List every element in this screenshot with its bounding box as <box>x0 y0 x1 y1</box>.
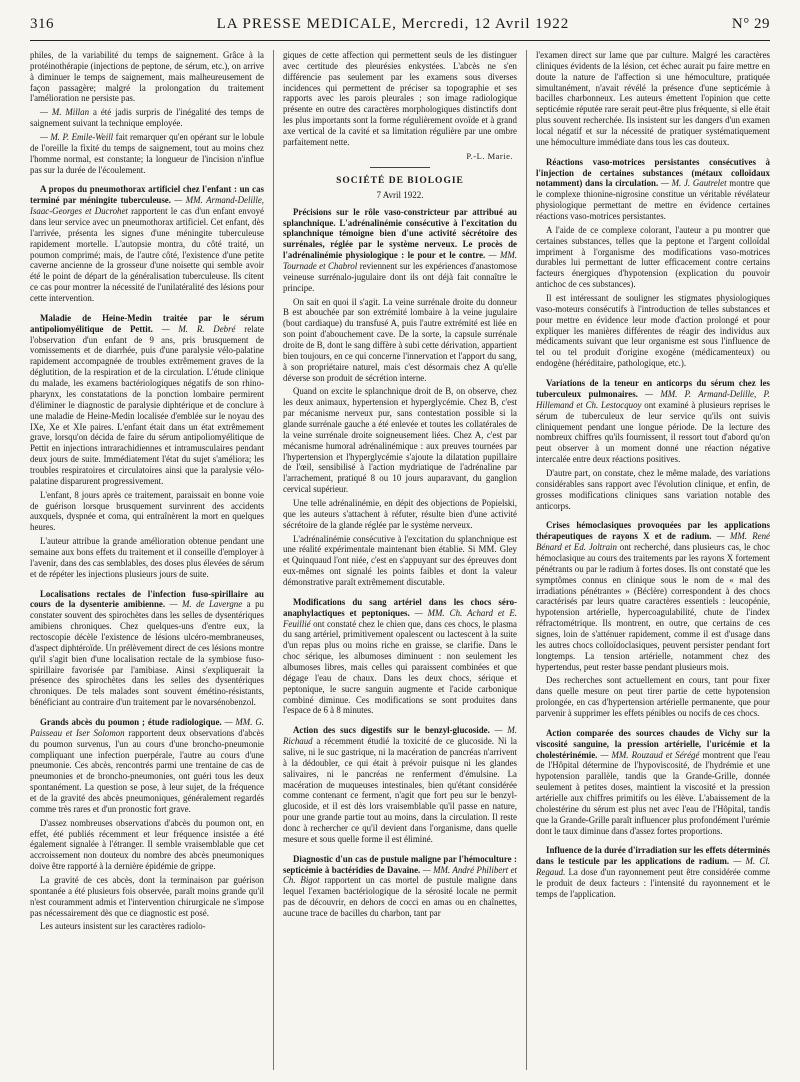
article-text: rapportent un cas mortel de pustule maligne dans lequel l'examen bactériologique de la sérosité locale ne permit pas de découvrir, en dehors de cocci en amas ou en chaînettes, aucune trace de bacilles du charbon, tant par <box>283 875 517 919</box>
paragraph: L'auteur attribue la grande amélioration obtenue pendant une semaine aux bons effets du traitement et il conseille d'employer à l'avenir, dans des cas semblables, des doses plus élevées de sérum et de répéter les injections plusieurs jours de suite. <box>30 536 264 579</box>
article-text: relate l'observation d'un enfant de 9 ans, pris brusquement de vomissements et de diarrhée, puis d'une paralysie vélo-palatine rapidement accompagnée de troubles extrêmement graves de la déglutition, de la respiration et de la circulation. L'étude clinique du malade, les examens bactériologiques négatifs de son rhino-pharynx, les constatations de la ponction lombaire permirent d'éliminer le diagnostic de paralysie diphtérique et de conclure à une maladie de Heine-Medin localisée d'emblée sur le noyau des IXe, Xe et XIe paires. L'enfant était dans un état extrêmement grave, lorsqu'on décida de faire du sérum antipoliomyélitique de Pettit en injections intrarachidiennes et intramusculaires pendant deux jours de suite. Immédiatement l'état du sujet s'améliora; les troubles respiratoires et circulatoires ainsi que la paralysie vélo-palatine disparurent progressivement. <box>30 323 264 486</box>
journal-title: LA PRESSE MEDICALE, Mercredi, 12 Avril 1922 <box>216 16 570 32</box>
column-divider <box>273 50 274 1070</box>
article-text: rapportent deux observations d'abcès du poumon survenus, l'un au cours d'une broncho-pneumonie compliquant une infection puerpérale, l'autre au cours d'une pneumonie. Ces abcès, rencontrés parmi une trentaine de cas de pneumonies et de broncho-pneumonies, ont guéri tous les deux spontanément. La question se pose, à leur sujet, de la fréquence et de la gravité des abcès pneumoniques, généralement regardés comme très rares et d'un pronostic fort grave. <box>30 727 264 814</box>
authors: — MM. Armand-Delille, Isaac-Georges et Ducrohet <box>30 195 264 217</box>
section-date: 7 Avril 1922. <box>376 189 424 200</box>
column-2 <box>283 50 517 1074</box>
paragraph: Une telle adrénalinémie, en dépit des objections de Popielski, que les auteurs s'attachent à réfuter, résulte bien d'une activité sécrétoire de la glande réglée par le système nerveux. <box>283 497 517 530</box>
paragraph: D'autre part, on constate, chez le même malade, des variations considérables sans rapport avec l'évolution clinique, et enfin, de grosses modifications cliniques sans variation notable des anticorps. <box>536 467 770 511</box>
authors: — MM. René Bénard et Ed. Joltrain <box>536 531 770 553</box>
paragraph-text: a été jadis surpris de l'inégalité des temps de saignement suivant la technique employée. <box>30 107 264 129</box>
paragraph: Quand on excite le splanchnique droit de B, on observe, chez les deux animaux, hypertension et hyperglycémie. Chez B, c'est par mécanisme nerveux pur, sans contestation possible si la glande surrénale gauche a été enlevée et toutes les collatérales de la veine surrénale droite soigneusement liées. Chez A, c'est par mécanisme humoral adrénalinémique : aux preuves tournées par l'hypertension et l'hyperglycémie s'ajoute la dilatation pupillaire de l'œil, sensibilisé à l'action mydriatique de l'adrénaline par l'arrachement, pratiqué 8 ou 10 jours auparavant, du ganglion cervical supérieur. <box>283 386 517 495</box>
article-text: La dose d'un rayonnement peut être considérée comme le produit de deux facteurs : l'intensité du rayonnement et le temps de l'application. <box>536 867 770 899</box>
article <box>30 313 264 487</box>
article-title: Modifications du sang artériel dans les chocs séro-anaphylactiques et peptoniques. <box>283 596 517 618</box>
paragraph: A l'aide de ce complexe colorant, l'auteur a pu montrer que certaines substances, telles que la peptone et l'argent colloïdal impriment à l'organisme des modifications vaso-motrices durables lui permettant de lutter efficacement contre certains facteurs énergiques d'hypotension (explication du pouvoir antichoc de ces substances). <box>536 224 770 290</box>
article-text: montre que le complexe thionine-nigrosine constitue un véritable révélateur physiologique permettant de mettre en évidence certaines réactions vaso-motrices persistantes. <box>536 178 770 222</box>
column-1 <box>30 50 264 1074</box>
column-3 <box>536 50 770 1074</box>
paragraph: philes, de la variabilité du temps de saignement. Grâce à la protéinothérapie (injections de peptone, de sérum, etc.), on arrive à diminuer le temps de saignement, mais malheureusement de façon passagère; malgré la prolongation du traitement l'amélioration ne persiste pas. <box>30 50 264 104</box>
article <box>536 520 770 672</box>
article <box>536 378 770 465</box>
authors: — M. J. Gautrelet <box>658 178 727 189</box>
authors: — M. Richaud <box>283 725 517 747</box>
paragraph: On sait en quoi il s'agit. La veine surrénale droite du donneur B est abouchée par son extrémité lombaire à la veine jugulaire (bout cardiaque) du transfusé A, puis l'autre extrémité est liée en son point d'abouchement cave. De la sorte, la capsule surrénale droite de B, dont le sang diffère à subi cette dérivation, appartient bien toujours, en ce qui concerne l'innervation et l'apport du sang, à son propriétaire naturel, mais c'est désormais chez A qu'elle déverse son produit de sécrétion interne. <box>283 296 517 383</box>
article-title: Précisions sur le rôle vaso-constricteur par attribué au splanchnique. L'adrénalinémie consécutive à l'excitation du splanchnique témoigne bien d'une activité sécrétoire des surrénales, réglée par le système nerveux. Le procès de l'adrénalinémie physiologique : le pour et le contre. <box>283 206 517 261</box>
article-text: montrent que l'eau de l'Hôpital détermine de l'hypoviscosité, de l'hydrémie et une hypotension parallèle, tandis que la Grande-Grille, donnée seulement à petites doses, maintient la viscosité et la pression artérielle aux chiffres primitifs ou les élève. L'abaissement de la cholestérine du sérum est plus net avec l'eau de l'Hôpital, tandis que la Grande-Grille paraît influencer plus profondément l'urémie dont le taux diminue dans d'assez fortes proportions. <box>536 749 770 836</box>
authors: — M. de Lavergne <box>165 599 243 610</box>
article-title: Influence de la durée d'irradiation sur les effets déterminés dans le testicule par les applications de radium. <box>536 845 770 867</box>
article <box>30 184 264 303</box>
article <box>536 845 770 899</box>
paragraph: giques de cette affection qui permettent seuls de les distinguer avec certitude des pleurésies enkystées. L'abcès ne s'en différencie pas seulement par les examens sous diverses incidences qui permettent de préciser sa topographie et ses rapports avec les parois pleurales ; son image radiologique présente en outre des caractères morphologiques distinctifs dont les plus importants sont la forme régulièrement ovoïde et à grand axe vertical de la cavité et sa limitation régulière par une ombre parfaitement nette. <box>283 50 517 147</box>
article-title: Crises hémoclasiques provoquées par les applications thérapeutiques de rayons X et de radium. <box>536 520 770 542</box>
paragraph: L'adrénalinémie consécutive à l'excitation du splanchnique est une réalité expérimentale maintenant bien établie. Si MM. Gley et Quinquaud l'ont niée, c'est en s'appuyant sur des épreuves dont eux-mêmes ont signalé les points faibles et dont la valeur démonstrative paraît extrêmement discutable. <box>283 533 517 587</box>
running-header <box>30 16 770 38</box>
authors: — M. R. Debré <box>152 323 236 334</box>
article-text: ont constaté chez le chien que, dans ces chocs, le plasma du sang artériel, primitivement opalescent ou lactescent à la suite d'un repas plus ou moins riche en graisse, se clarifie. Dans le choc sérique, les albumoses diminuent : non seulement les albumoses libres, mais celles qui paraissent combinées et que dégage l'eau de chaux. Dans les deux chocs, sérique et peptonique, le sucre sanguin augmente et l'acide carbonique combiné diminue. Ces modifications se sont produites dans l'espace de 6 à 8 minutes. <box>283 618 517 716</box>
article <box>30 717 264 815</box>
authors: — MM. Ch. Achard et E. Feuillié <box>283 607 517 629</box>
article-text: rapportent le cas d'un enfant envoyé dans leur service avec un pneumothorax artificiel. Cet enfant, dès l'arrivée, présenta les signes d'une méningite tuberculeuse rapidement mortelle. L'autopsie montra, du côté traité, un poumon comprimé; mais, de l'autre côté, l'existence d'une petite caverne ancienne de la grosseur d'une noisette qui semble avoir été le point de départ de la généralisation tuberculeuse. Ils citent ce cas pour montrer la nécessité de l'unilatéralité des lésions pour cette intervention. <box>30 206 264 304</box>
article-text: a pu constater souvent des spirochètes dans les selles de dysentériques amibiens chroniques. Chez quelques-uns d'entre eux, la rectoscopie décèle l'existence de lésions ulcéro-membraneuses, d'aspect diphtéroïde. Un prélèvement direct de ces lésions montre qu'il s'agit bien d'une localisation rectale de la symbiose fuso-spirillaire favorisée par l'amibiase. Ainsi s'expliquerait la présence des spirochètes dans les selles des dysentériques chroniques. De tels malades sont souvent émétino-résistants, bénéficiant au contraire d'un traitement par le novarsénobenzol. <box>30 599 264 708</box>
article-title: A propos du pneumothorax artificiel chez l'enfant : un cas terminé par méningite tuberculeuse. <box>30 184 264 206</box>
section-heading: SOCIÉTÉ DE BIOLOGIE <box>336 176 464 187</box>
page-number: 316 <box>30 16 54 32</box>
article-title: Réactions vaso-motrices persistantes consécutives à l'injection de certaines substances (métaux colloïdaux notamment) dans la circulation. <box>536 156 770 189</box>
paragraph: D'assez nombreuses observations d'abcès du poumon ont, en effet, été publiés récemment et leur fréquence insistée a été également signalée à l'étranger. Il semble vraisemblable que cet accroissement non douteux du nombre des abcès pneumoniques doive être rapporté à la dernière épidémie de grippe. <box>30 817 264 872</box>
article <box>283 207 517 294</box>
article-text: ont examiné à plusieurs reprises le sérum de tuberculeux de leur service qu'ils ont suivis cliniquement pendant une longue période. De la lecture des nombreux chiffres qu'ils fournissent, il ressort tout d'abord qu'on peut observer à un moment donné une réaction négative intercalée entre deux réactions positives. <box>536 399 770 465</box>
paragraph <box>30 107 264 129</box>
section-rule <box>370 167 430 168</box>
paragraph: L'enfant, 8 jours après ce traitement, paraissait en bonne voie de guérison lorsque brusquement survinrent des accidents auxquels, dyspnée et coma, qui entraînèrent la mort en quelques heures. <box>30 489 264 533</box>
paragraph-text: fait remarquer qu'en opérant sur le lobule de l'oreille la fixité du temps de saignement, tout au moins chez l'homme normal, est constante; la longueur de l'incision n'influe pas sur la durée de l'écoulement. <box>30 132 264 175</box>
paragraph: Les auteurs insistent sur les caractères radiolo- <box>40 921 206 932</box>
paragraph: La gravité de ces abcès, dont la terminaison par guérison spontanée a été plusieurs fois observée, paraît moins grande qu'il n'est couramment admis et l'intervention chirurgicale ne s'impose pas nécessairement dès que ce diagnostic est posé. <box>30 875 264 918</box>
article <box>283 725 517 844</box>
article-title: Action des sucs digestifs sur le benzyl-glucoside. <box>293 725 490 736</box>
article-title: Localisations rectales de l'infection fuso-spirillaire au cours de la dysenterie amibienne. <box>30 588 264 610</box>
paragraph: l'examen direct sur lame que par culture. Malgré les caractères cliniques évidents de la lésion, cet échec aurait pu faire mettre en doute la nature de l'affection si une hémoculture, pratiquée simultanément, n'avait révélé la présence d'une septicémie à bacilles charbonneux. Les auteurs émettent l'opinion que cette septicémie réputée rare serait peut-être plus fréquente, si elle était plus souvent recherchée. Ils insistent sur les dangers d'un examen local négatif et sur la nécessité de pratiquer systématiquement une hémoculture immédiate dans tous les cas douteux. <box>536 50 770 147</box>
authors: — MM. Tournade et Chabrol <box>283 250 517 271</box>
issue-number: N° 29 <box>731 16 770 32</box>
article <box>536 728 770 837</box>
paragraph: Il est intéressant de souligner les stigmates physiologiques vaso-moteurs consécutifs à l'introduction de telles substances et pour mettre en évidence leur mode d'action prolongé et pour expliquer les manières différentes de réagir des individus aux médicaments suivant que leur organisme est sous l'influence de tel ou tel produit d'origine exogène (médicamenteux) ou endogène (héréditaire, pathologique, etc.). <box>536 293 770 369</box>
article-text: reviennent sur les expériences d'anastomose veineuse surrénalo-jugulaire dont ils ont déjà fait connaître le principe. <box>283 260 517 293</box>
authors: — M. Cl. Regaud. <box>536 856 770 878</box>
article <box>283 854 517 919</box>
article-text: ont recherché, dans plusieurs cas, le choc hémoclasique au cours des traitements par les rayons X fortement pénétrants ou par le radium à fortes doses. Ils ont constaté que les symptômes connus en clinique sous le nom de « mal des irradiations pénétrantes » (Béclère) correspondent à des chocs caractérisés par leurs quatre caractères essentiels : leucopénie, hypotension artérielle, hypercoagulabilité, chute de l'index réfractométrique. Ils montrent, en outre, que certains de ces signes, loin de s'atténuer rapidement, comme il est d'usage dans les autres chocs colloïdoclasiques, peuvent persister pendant fort longtemps. La tension artérielle, notamment chez des hypertendus, peut rester basse pendant plusieurs mois. <box>536 542 770 672</box>
authors: — MM. G. Paisseau et Iser Solomon <box>30 716 264 738</box>
article-title: Grands abcès du poumon ; étude radiologique. <box>40 716 222 727</box>
paragraph <box>30 132 264 175</box>
authors: — MM. P. Armand-Delille, P. Hillemand et Ch. Lestocquoy <box>536 388 770 410</box>
column-divider <box>526 50 527 1070</box>
article-title: Diagnostic d'un cas de pustule maligne par l'hémoculture : septicémie à bactéridies de Davaine. <box>283 853 517 875</box>
authors: — MM. André Philibert et Ch. Bigot <box>283 864 517 886</box>
signature: P.-L. Marie. <box>466 150 513 161</box>
article <box>283 597 517 716</box>
article-title: Action comparée des sources chaudes de Vichy sur la viscosité sanguine, la pression artérielle, l'uricémie et la cholestérinémie. <box>536 727 770 760</box>
article <box>30 589 264 708</box>
author: — M. Millan <box>40 107 90 118</box>
article-text: a récemment étudié la toxicité de ce glucoside. Ni la salive, ni le suc gastrique, ni la macération de pancréas n'arrivent à la dédoubler, ce qui était à prévoir puisque ni les glandes salivaires, ni le pancréas ne renferment d'émulsine. La macération de muqueuses intestinales, bien qu'étant considérée comme contenant ce ferment, n'agit que fort peu sur le benzyl-glucoside, et il est dès lors vraisemblable qu'il passe en nature, pour une grande partie tout au moins, dans la circulation. Il reste donc à rechercher ce qu'il devient dans l'organisme, dans quelle mesure et sous quelle forme il est éliminé. <box>283 736 517 844</box>
author: — M. P. Emile-Weill <box>40 132 114 143</box>
header-rule <box>30 40 770 41</box>
authors: — MM. Rouzaud et Sérégé <box>597 749 700 760</box>
article-title: Variations de la teneur en anticorps du sérum chez les tuberculeux pulmonaires. <box>536 378 770 399</box>
article-title: Maladie de Heine-Medin traitée par le sérum antipoliomyélitique de Pettit. <box>30 312 264 334</box>
paragraph: Des recherches sont actuellement en cours, tant pour fixer dans quelle mesure on peut tirer partie de cette hypotension prolongée, en cas d'hypertension artérielle permanente, que pour parvenir à supprimer les effets pénibles ou nocifs de ces chocs. <box>536 675 770 718</box>
article <box>536 157 770 222</box>
